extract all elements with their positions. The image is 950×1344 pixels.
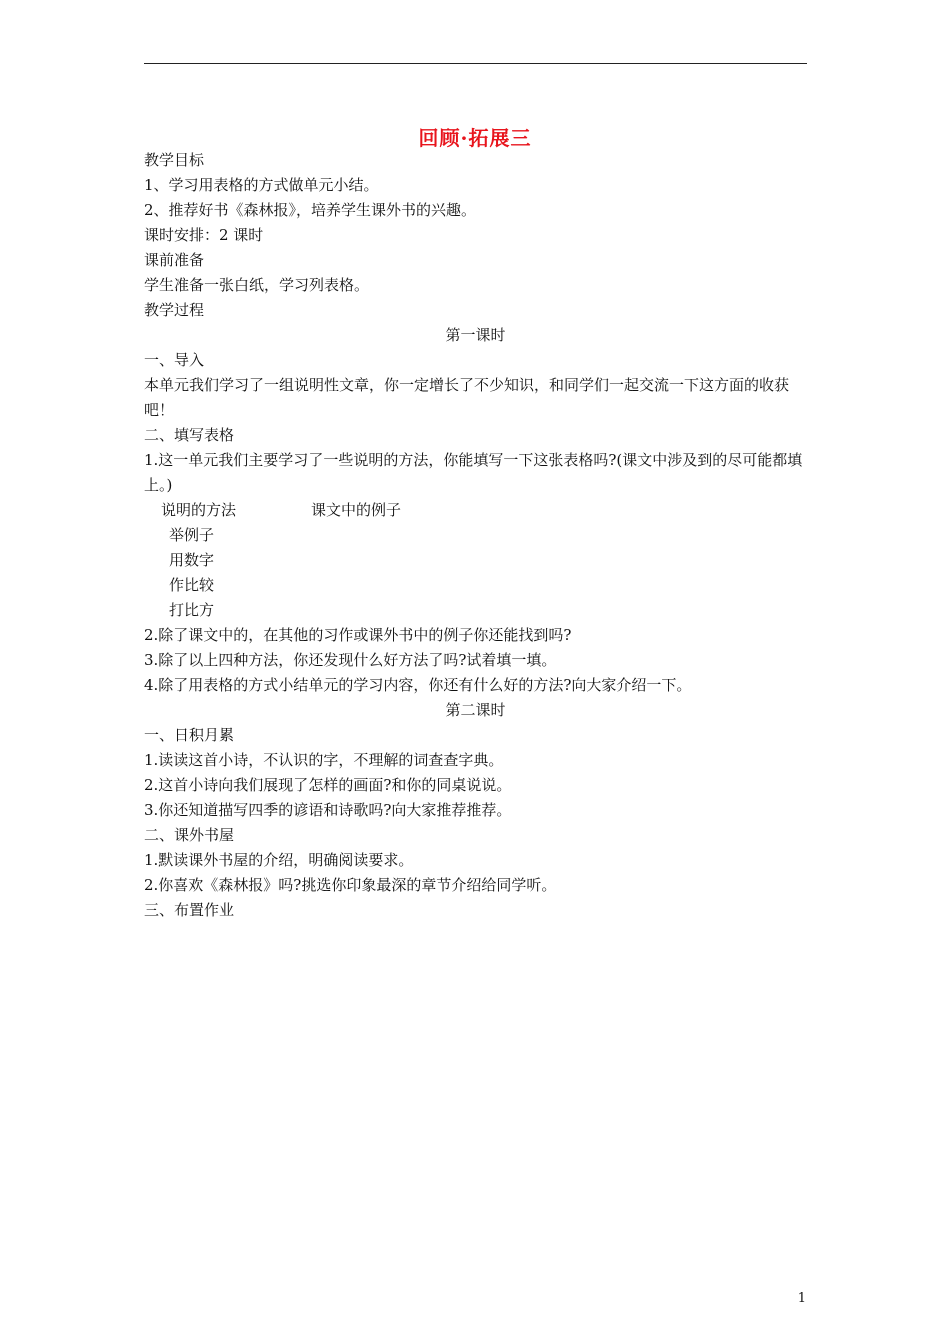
table-method-item: 举例子	[169, 526, 215, 544]
lesson1-intro-text: 本单元我们学习了一组说明性文章，你一定增长了不少知识，和同学们一起交流一下这方面的收获吧！	[144, 376, 790, 419]
page-number: 1	[797, 1291, 806, 1306]
lesson2-section1-item: 3.你还知道描写四季的谚语和诗歌吗?向大家推荐推荐。	[144, 801, 512, 819]
lesson2-section1-item: 2.这首小诗向我们展现了怎样的画面?和你的同桌说说。	[144, 776, 512, 794]
table-method-item: 用数字	[169, 551, 215, 569]
lesson1-question-3: 3.除了以上四种方法，你还发现什么好方法了吗?试着填一填。	[144, 651, 557, 669]
lesson1-question-1: 1.这一单元我们主要学习了一些说明的方法，你能填写一下这张表格吗?(课文中涉及到的尽可能都填上。)	[144, 451, 803, 494]
lesson2-section2-heading: 二、课外书屋	[144, 826, 235, 844]
objective-1: 1、学习用表格的方式做单元小结。	[144, 176, 379, 194]
objective-2: 2、推荐好书《森林报》，培养学生课外书的兴趣。	[144, 201, 477, 219]
prep-text: 学生准备一张白纸，学习列表格。	[144, 276, 370, 294]
document-title: 回顾·拓展三	[418, 126, 532, 150]
lesson1-question-2: 2.除了课文中的，在其他的习作或课外书中的例子你还能找到吗?	[144, 626, 572, 644]
lesson2-section2-item: 2.你喜欢《森林报》吗?挑选你印象最深的章节介绍给同学听。	[144, 876, 557, 894]
lesson1-fill-heading: 二、填写表格	[144, 426, 235, 444]
table-method-item: 打比方	[169, 601, 215, 619]
lesson1-question-4: 4.除了用表格的方式小结单元的学习内容，你还有什么好的方法?向大家介绍一下。	[144, 676, 692, 694]
lesson1-intro-heading: 一、导入	[144, 351, 205, 369]
objectives-heading: 教学目标	[144, 151, 205, 169]
lesson2-heading: 第二课时	[445, 701, 506, 719]
schedule-line: 课时安排：2 课时	[144, 226, 264, 244]
prep-heading: 课前准备	[144, 251, 205, 269]
lesson2-section1-heading: 一、日积月累	[144, 726, 235, 744]
lesson2-section1-item: 1.读读这首小诗，不认识的字，不理解的词查查字典。	[144, 751, 504, 769]
lesson2-section3-heading: 三、布置作业	[144, 901, 235, 919]
table-column-example: 课文中的例子	[311, 501, 402, 519]
header-rule	[144, 63, 807, 64]
table-column-method: 说明的方法	[161, 501, 237, 519]
table-method-item: 作比较	[169, 576, 215, 594]
process-heading: 教学过程	[144, 301, 205, 319]
lesson2-section2-item: 1.默读课外书屋的介绍，明确阅读要求。	[144, 851, 414, 869]
lesson1-heading: 第一课时	[445, 326, 506, 344]
